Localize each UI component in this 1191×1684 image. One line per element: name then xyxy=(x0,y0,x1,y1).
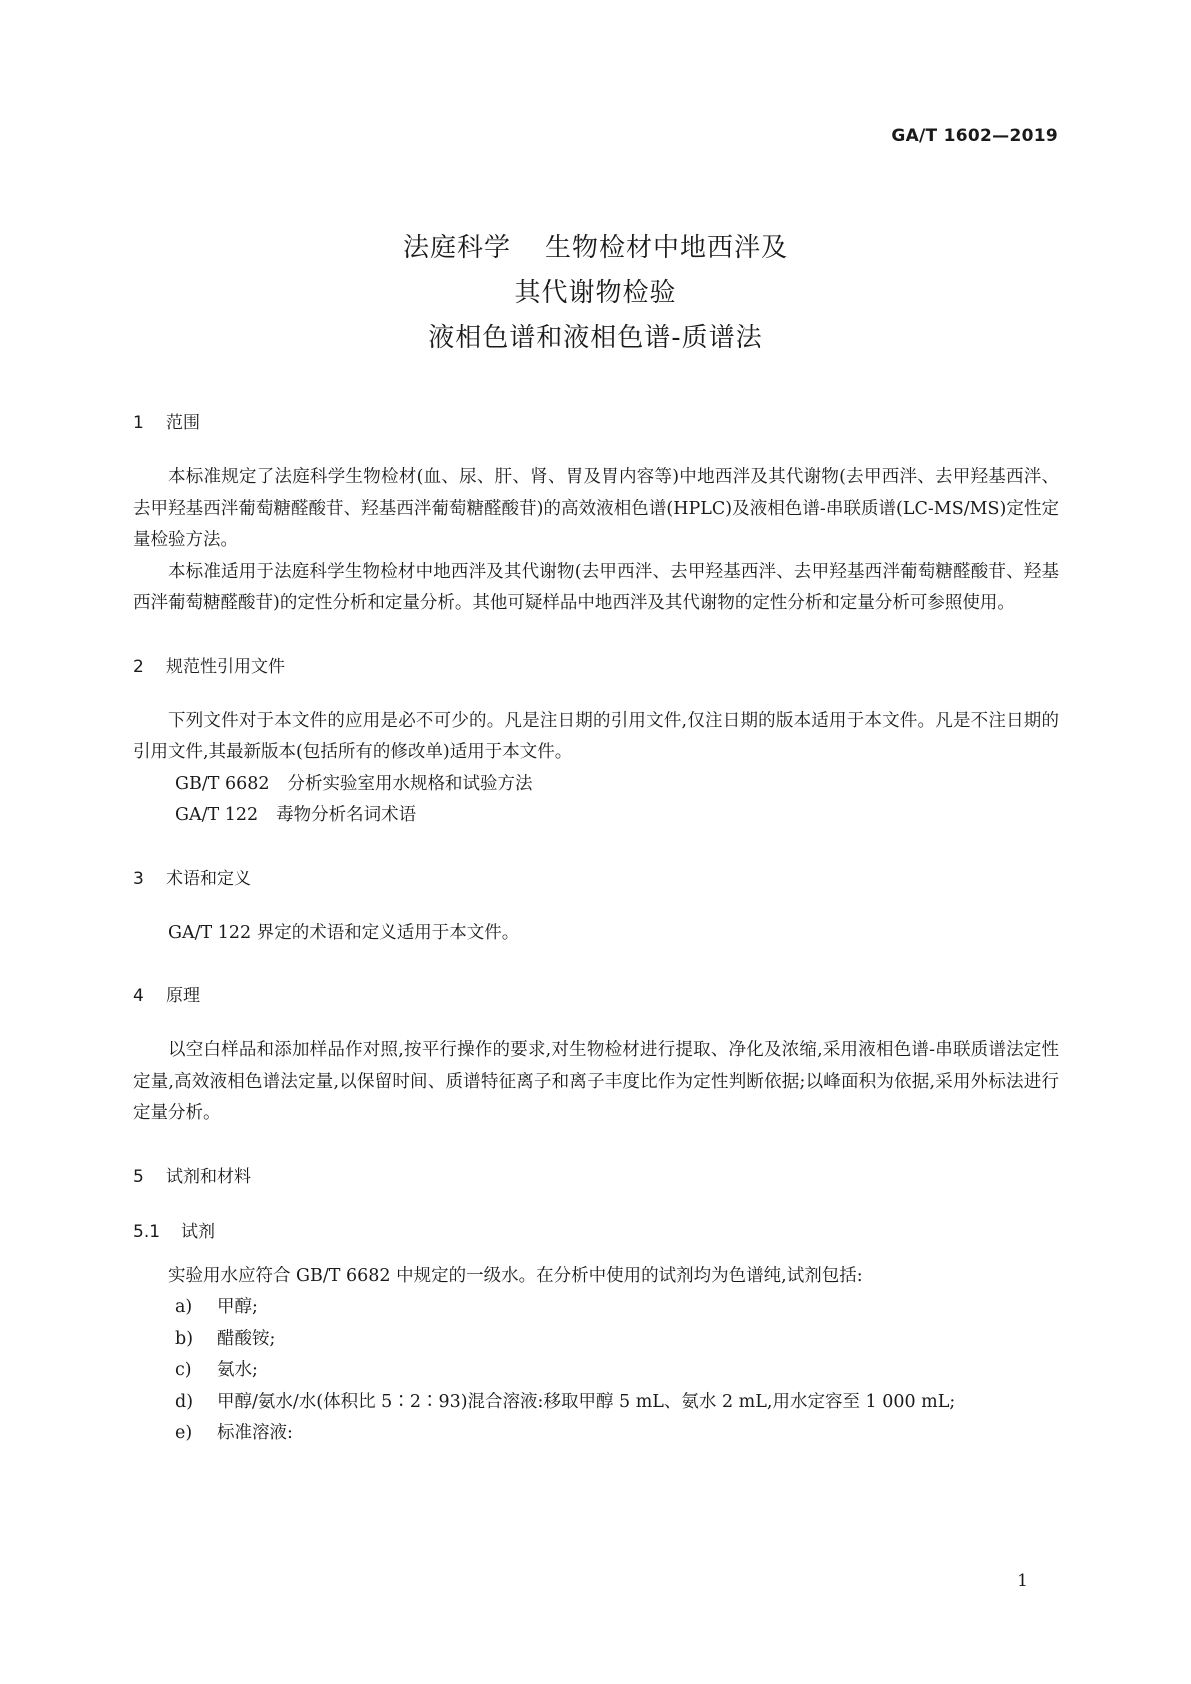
section-title: 规范性引用文件 xyxy=(166,656,285,677)
section-1-paragraph-2: 本标准适用于法庭科学生物检材中地西泮及其代谢物(去甲西泮、去甲羟基西泮、去甲羟基西泮葡萄糖醛酸苷、羟基西泮葡萄糖醛酸苷)的定性分析和定量分析。其他可疑样品中地西泮及其代谢物的定性分析和定量分析可参照使用。 xyxy=(133,561,1059,613)
list-item-label: c) xyxy=(175,1360,192,1380)
section-2-paragraph-1: 下列文件对于本文件的应用是必不可少的。凡是注日期的引用文件,仅注日期的版本适用于本文件。凡是不注日期的引用文件,其最新版本(包括所有的修改单)适用于本文件。 xyxy=(133,710,1059,762)
section-title: 术语和定义 xyxy=(166,868,251,889)
reference-name: 毒物分析名词术语 xyxy=(276,805,417,825)
section-4-paragraph-1: 以空白样品和添加样品作对照,按平行操作的要求,对生物检材进行提取、净化及浓缩,采用液相色谱-串联质谱法定性定量,高效液相色谱法定量,以保留时间、质谱特征离子和离子丰度比作为定性判断依据;以峰面积为依据,采用外标法进行定量分析。 xyxy=(133,1040,1059,1123)
section-number: 4 xyxy=(133,986,144,1006)
list-item xyxy=(175,1418,1059,1450)
subsection-number: 5.1 xyxy=(133,1221,161,1242)
section-2-heading xyxy=(133,657,1059,677)
list-item-text: 氨水; xyxy=(217,1360,258,1380)
document-body xyxy=(133,413,1059,1450)
list-item xyxy=(175,1324,1059,1356)
list-item-text: 甲醇/氨水/水(体积比 5∶2∶93)混合溶液:移取甲醇 5 mL、氨水 2 mL,用水定容至 1 000 mL; xyxy=(217,1391,956,1412)
title-line-3: 液相色谱和液相色谱-质谱法 xyxy=(428,323,763,353)
section-title: 试剂和材料 xyxy=(166,1166,251,1187)
subsection-5-1-heading xyxy=(133,1222,1059,1242)
reference-item xyxy=(175,800,1059,832)
section-4-heading xyxy=(133,986,1059,1006)
list-item-label: b) xyxy=(175,1328,194,1349)
section-number: 3 xyxy=(133,868,144,889)
reference-name: 分析实验室用水规格和试验方法 xyxy=(287,773,533,794)
list-item-text: 醋酸铵; xyxy=(217,1328,276,1349)
section-title: 原理 xyxy=(166,986,200,1006)
standard-code: GA/T 1602—2019 xyxy=(891,126,1058,146)
title-line-1-part-a: 法庭科学 xyxy=(402,233,511,263)
section-number: 5 xyxy=(133,1166,144,1187)
section-number: 2 xyxy=(133,656,144,677)
subsection-title: 试剂 xyxy=(181,1221,215,1242)
section-1-paragraph-1: 本标准规定了法庭科学生物检材(血、尿、肝、肾、胃及胃内容等)中地西泮及其代谢物(去甲西泮、去甲羟基西泮、去甲羟基西泮葡萄糖醛酸苷、羟基西泮葡萄糖醛酸苷)的高效液相色谱(HPLC)及液相色谱-串联质谱(LC-MS/MS)定性定量检验方法。 xyxy=(133,467,1059,550)
section-3-paragraph-1: GA/T 122 界定的术语和定义适用于本文件。 xyxy=(168,922,520,943)
reference-code: GB/T 6682 xyxy=(175,773,270,794)
list-item-label: e) xyxy=(175,1423,193,1443)
list-item-text: 标准溶液: xyxy=(217,1423,293,1443)
page-number: 1 xyxy=(1017,1571,1028,1591)
list-item-label: a) xyxy=(175,1297,193,1317)
list-item-text: 甲醇; xyxy=(217,1297,258,1317)
list-item xyxy=(175,1292,1059,1324)
document-title xyxy=(0,226,1191,361)
section-3-heading xyxy=(133,869,1059,889)
list-item-label: d) xyxy=(175,1391,194,1412)
section-1-heading xyxy=(133,413,1059,433)
title-line-1 xyxy=(0,226,1191,271)
section-5-heading xyxy=(133,1167,1059,1187)
reference-item xyxy=(175,769,1059,801)
reference-code: GA/T 122 xyxy=(175,805,259,825)
list-item xyxy=(175,1387,1059,1419)
list-item xyxy=(175,1355,1059,1387)
title-line-1-part-b: 生物检材中地西泮及 xyxy=(545,233,789,263)
section-number: 1 xyxy=(133,413,144,433)
section-title: 范围 xyxy=(166,413,200,433)
subsection-5-1-paragraph-1: 实验用水应符合 GB/T 6682 中规定的一级水。在分析中使用的试剂均为色谱纯,试剂包括: xyxy=(168,1265,863,1286)
title-line-2: 其代谢物检验 xyxy=(514,278,677,308)
